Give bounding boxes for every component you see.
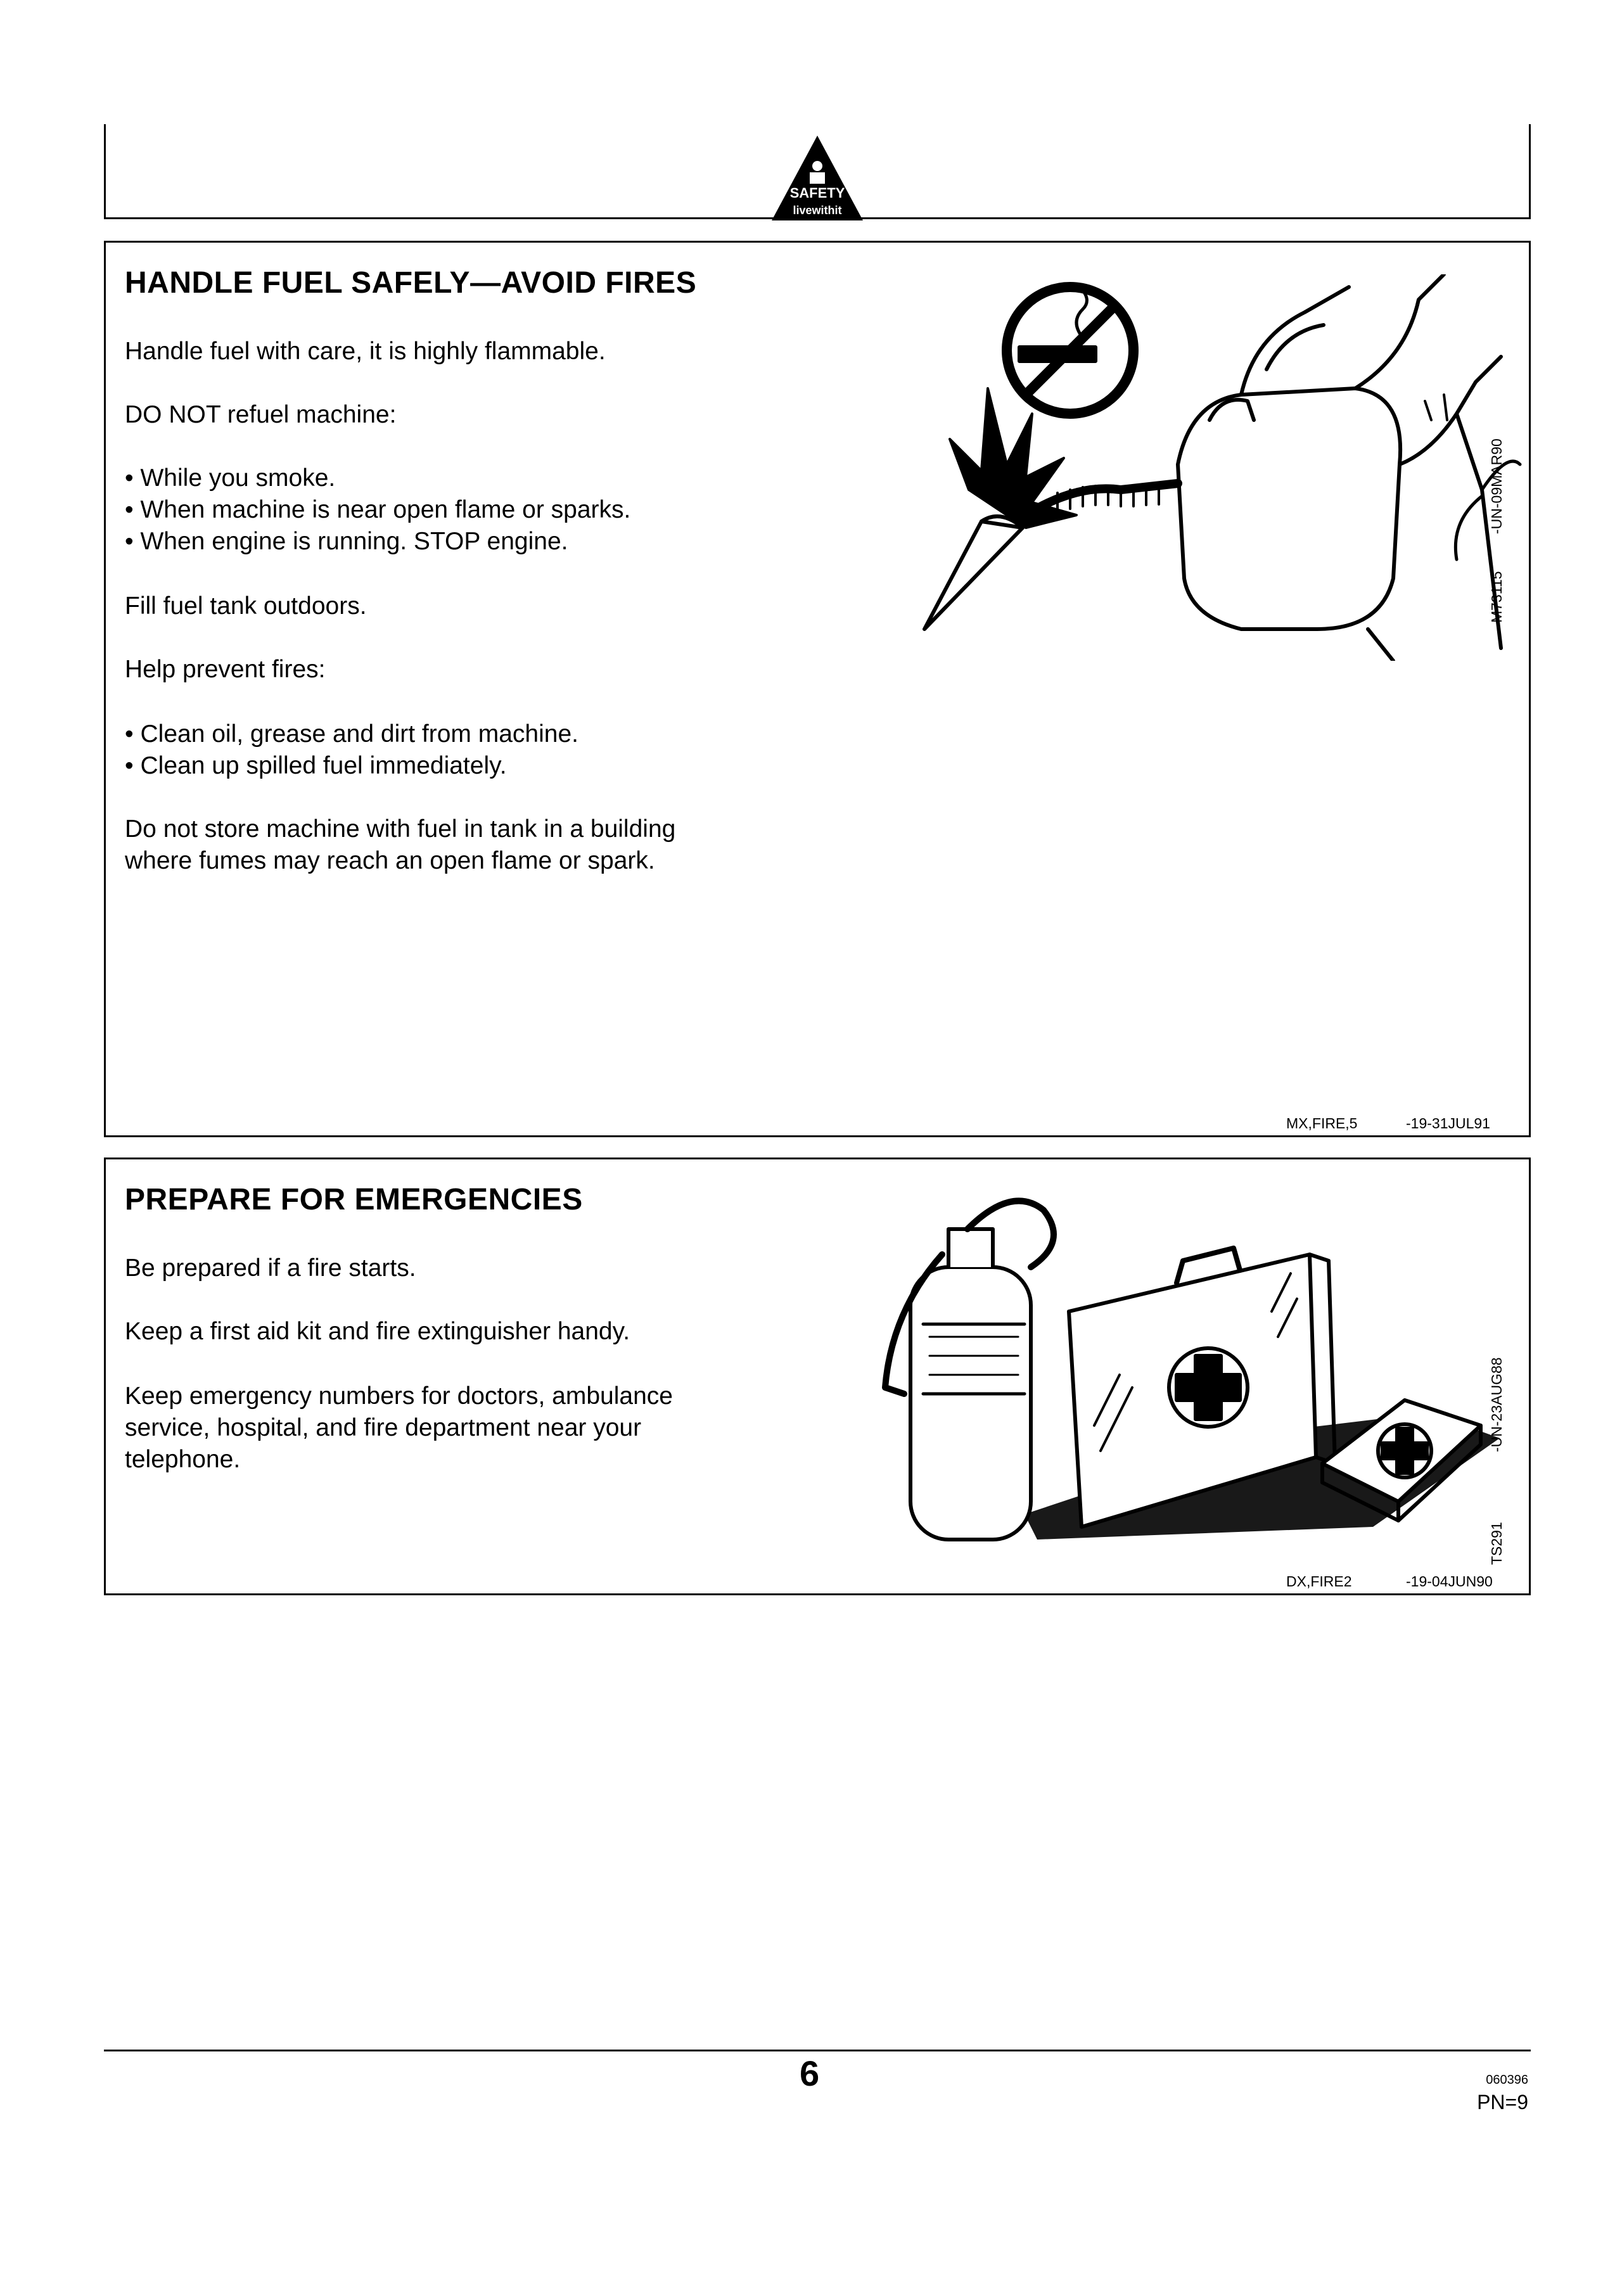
logo-text-top: SAFETY (789, 185, 845, 201)
emergency-para-2: Keep a first aid kit and fire extinguisher handy. (125, 1318, 630, 1345)
emergency-kit-illustration (879, 1185, 1512, 1559)
emergency-panel (104, 1158, 1531, 1595)
fuel-safety-panel (104, 241, 1531, 1137)
emergency-para-3-line-1: Keep emergency numbers for doctors, ambulance (125, 1382, 673, 1410)
fuel-bullet-3: • When engine is running. STOP engine. (125, 528, 568, 555)
fuel-para-1: Handle fuel with care, it is highly flammable. (125, 338, 606, 365)
fuel-para-5-line-2: where fumes may reach an open flame or spark. (125, 847, 655, 874)
fuel-bullet-2: • When machine is near open flame or sparks. (125, 496, 631, 523)
fuel-bullet-5: • Clean up spilled fuel immediately. (125, 752, 507, 779)
fuel-figure-date: -UN-09MAR90 (1488, 438, 1505, 534)
fuel-bullet-1: • While you smoke. (125, 464, 336, 492)
fuel-bullet-4: • Clean oil, grease and dirt from machine. (125, 720, 578, 748)
emergency-para-1: Be prepared if a fire starts. (125, 1254, 416, 1282)
footer-pn: PN=9 (1477, 2091, 1528, 2114)
emergency-ref-date: -19-04JUN90 (1406, 1573, 1493, 1590)
safety-logo (768, 133, 867, 222)
fuel-para-3: Fill fuel tank outdoors. (125, 592, 367, 620)
emergency-title: PREPARE FOR EMERGENCIES (125, 1183, 583, 1216)
emergency-figure-code: TS291 (1488, 1522, 1505, 1565)
refueling-illustration (912, 274, 1526, 661)
fuel-figure-code: M73115 (1488, 571, 1505, 623)
fuel-ref-code: MX,FIRE,5 (1286, 1115, 1358, 1132)
fuel-para-4: Help prevent fires: (125, 656, 326, 683)
fuel-ref-date: -19-31JUL91 (1406, 1115, 1490, 1132)
fuel-para-2: DO NOT refuel machine: (125, 401, 397, 428)
logo-text-bottom: livewithit (793, 204, 842, 217)
fire-extinguisher-icon (885, 1201, 1054, 1540)
fuel-title: HANDLE FUEL SAFELY—AVOID FIRES (125, 266, 697, 300)
page-number: 6 (800, 2053, 820, 2093)
fuel-para-5-line-1: Do not store machine with fuel in tank in a building (125, 815, 676, 843)
emergency-ref-code: DX,FIRE2 (1286, 1573, 1352, 1590)
emergency-para-3-line-3: telephone. (125, 1446, 241, 1473)
footer-rule (104, 2050, 1531, 2051)
footer-doc-code: 060396 (1486, 2073, 1528, 2087)
emergency-para-3-line-2: service, hospital, and fire department near your (125, 1414, 642, 1441)
emergency-figure-date: -UN-23AUG88 (1488, 1357, 1505, 1452)
